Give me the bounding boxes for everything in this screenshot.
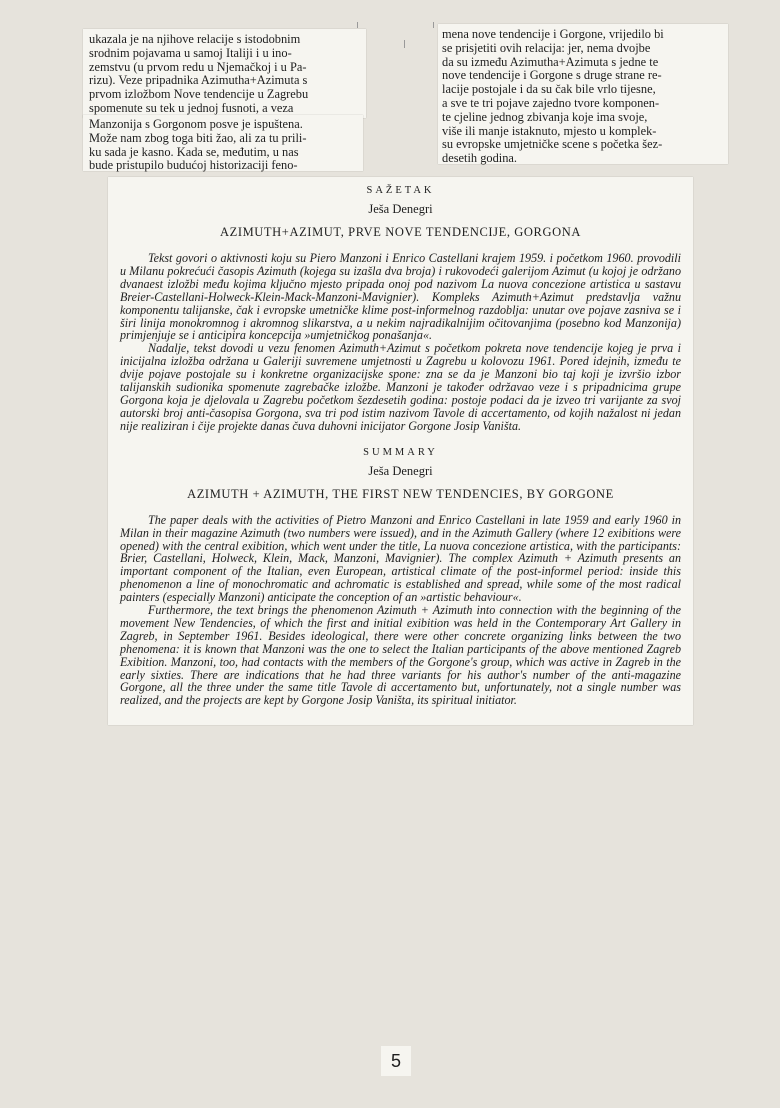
abstracts-clipping [108, 177, 693, 725]
text-line: zemstvu (u prvom redu u Njemačkoj i u Pa- [89, 59, 307, 74]
text-line: lacije postojale i da su čak bile vrlo tijesne, [442, 82, 656, 97]
text-line: ukazala je na njihove relacije s istodobnim [89, 32, 301, 46]
sazetak-paragraph: Nadalje, tekst dovodi u vezu fenomen Azimuth+Azimut s početkom pokreta nove tendencije kojeg je prva i inicijalna izložba održana u Galeriji suvremene umjetnosti u Zagrebu u kolovozu 1961. Pored idejnih, između te dvije pojave postojale su i konkretne organizacijske spone: zna se da je Manzoni bio taj koji je izvršio izbor talijanskih sudionika spomenute zagrebačke izložbe. Manzoni je također održavao veze i s pripadnicima grupe Gorgona koja je djelovala u Zagrebu početkom šezdesetih godina: postoje podaci da je izveo tri varijante za svoj autorski broj anti-časopisa Gorgona, sva tri pod istim nazivom Tavole di accertamento, od kojih nažalost ni jedan nije realiziran i čije projekte danas čuva duhovni inicijator Gorgone Josip Vaništa. [120, 341, 681, 433]
text-line: a sve te tri pojave zajedno tvore komponen- [442, 95, 660, 110]
summary-paragraph: Furthermore, the text brings the phenomenon Azimuth + Azimuth into connection with the beginning of the movement New Tendencies, of which the first and initial exibition was held in the Contemporary Art Gallery in Zagreb, in September 1961. Besides ideological, there were other concrete organizing links between the two phenomena: it is known that Manzoni was the one to select the Italian participants of the above mentioned Zagreb Exibition. Manzoni, too, had contacts with the members of the Gorgone's group, which was active in Zagreb in the early sixties. There are indications that he had three variants for his author's number of the anti-magazine Gorgone, all the three under the same title Tavole di accertamento but, unfortunately, not a single number was realized, and the projects are kept by Gorgone Josip Vaništa, its spiritual initiator. [120, 603, 681, 708]
text-line: Može nam zbog toga biti žao, ali za tu prili- [89, 130, 307, 145]
clipping-left-top [83, 29, 366, 118]
text-line: srodnim pojavama u samoj Italiji i u ino- [89, 45, 292, 60]
page-number: 5 [381, 1046, 411, 1076]
text-line: rizu). Veze pripadnika Azimutha+Azimuta s [89, 73, 308, 88]
text-line: bude pristupilo budućoj historizaciji feno- [89, 158, 298, 173]
summary-label: SUMMARY [363, 446, 438, 458]
summary-author: Ješa Denegri [368, 463, 433, 478]
text-line: te cjeline jednog zbivanja koje ima svoje, [442, 109, 648, 124]
sazetak-label: SAŽETAK [366, 185, 435, 196]
sazetak-author: Ješa Denegri [368, 202, 433, 216]
sazetak-paragraph: Tekst govori o aktivnosti koju su Piero Manzoni i Enrico Castellani krajem 1959. i početkom 1960. provodili u Milanu pokrećući časopis Azimuth (kojega su izašla dva broja) i rukovodeći galerijom Azimut (u kojoj je održano dvanaest izložbi među kojima ključno mjesto pripada onoj pod nazivom La nuova concezione artistica u sastavu Breier-Castellani-Holweck-Klein-Mack-Manzoni-Mavignier). Kompleks Azimuth+Azimut predstavlja važnu komponentu talijanske, čak i evropske umetničke klime post-informelnog razdoblja: unutar ove pojave zasniva se i širi linija monokromnog i akromnog slikarstva, a u nekim najradikalnijim očitovanjima (posebno kod Manzonija) primjenjuje se i anticipira koncepcija »umjetničkog ponašanja«. [120, 251, 681, 343]
text-line: da su između Azimutha+Azimuta s jedne te [442, 54, 659, 69]
text-line: nove tendencije i Gorgone s druge strane re- [442, 68, 662, 83]
text-line: više ili manje istaknuto, mjesto u komplek- [442, 123, 657, 138]
margin-mark [433, 22, 434, 28]
text-line: ku sada je kasno. Kada se, međutim, u nas [89, 144, 299, 159]
text-line: Manzonija s Gorgonom posve je ispuštena. [89, 117, 303, 131]
text-line: prvom izložbom Nove tendencije u Zagrebu [89, 87, 309, 102]
text-line: spomenute su tek u jednoj fusnoti, a veza [89, 100, 294, 115]
margin-mark [357, 22, 358, 28]
summary-title: AZIMUTH + AZIMUTH, THE FIRST NEW TENDENCIES, BY GORGONE [187, 486, 614, 501]
text-line: desetih godina. [442, 151, 518, 166]
summary-paragraph: The paper deals with the activities of Pietro Manzoni and Enrico Castellani in late 1959 and early 1960 in Milan in their magazine Azimuth (two numbers were issued), and in the Azimuth Gallery (where 12 exibitions were opened) with the central exibition, which went under the title, La nuova concezione artistica, with the participants: Brier, Castellani, Holweck, Klein, Mack, Manzoni, Mavignier). The complex Azimuth + Azimuth presents an important component of the Italian, even European, artistical climate of the post-informel period: inside this phenomenon a line of monochromatic and achromatic is established and spread, while some of the most radical painters (especially Manzoni) anticipate the conception of an »artistic behaviour«. [120, 512, 681, 605]
text-line: mena nove tendencije i Gorgone, vrijedilo bi [442, 27, 664, 41]
text-line: se prisjetiti ovih relacija: jer, nema dvojbe [442, 40, 651, 55]
sazetak-body [120, 252, 681, 433]
margin-mark [404, 40, 405, 48]
sazetak-title: AZIMUTH+AZIMUT, PRVE NOVE TENDENCIJE, GORGONA [219, 225, 582, 239]
clipping-left-bottom [83, 115, 363, 171]
text-line: su evropske umjetničke scene s početka šez- [442, 137, 663, 152]
summary-section [120, 447, 681, 708]
clipping-right [438, 24, 728, 164]
sazetak-section [120, 185, 681, 433]
summary-body [120, 514, 681, 708]
